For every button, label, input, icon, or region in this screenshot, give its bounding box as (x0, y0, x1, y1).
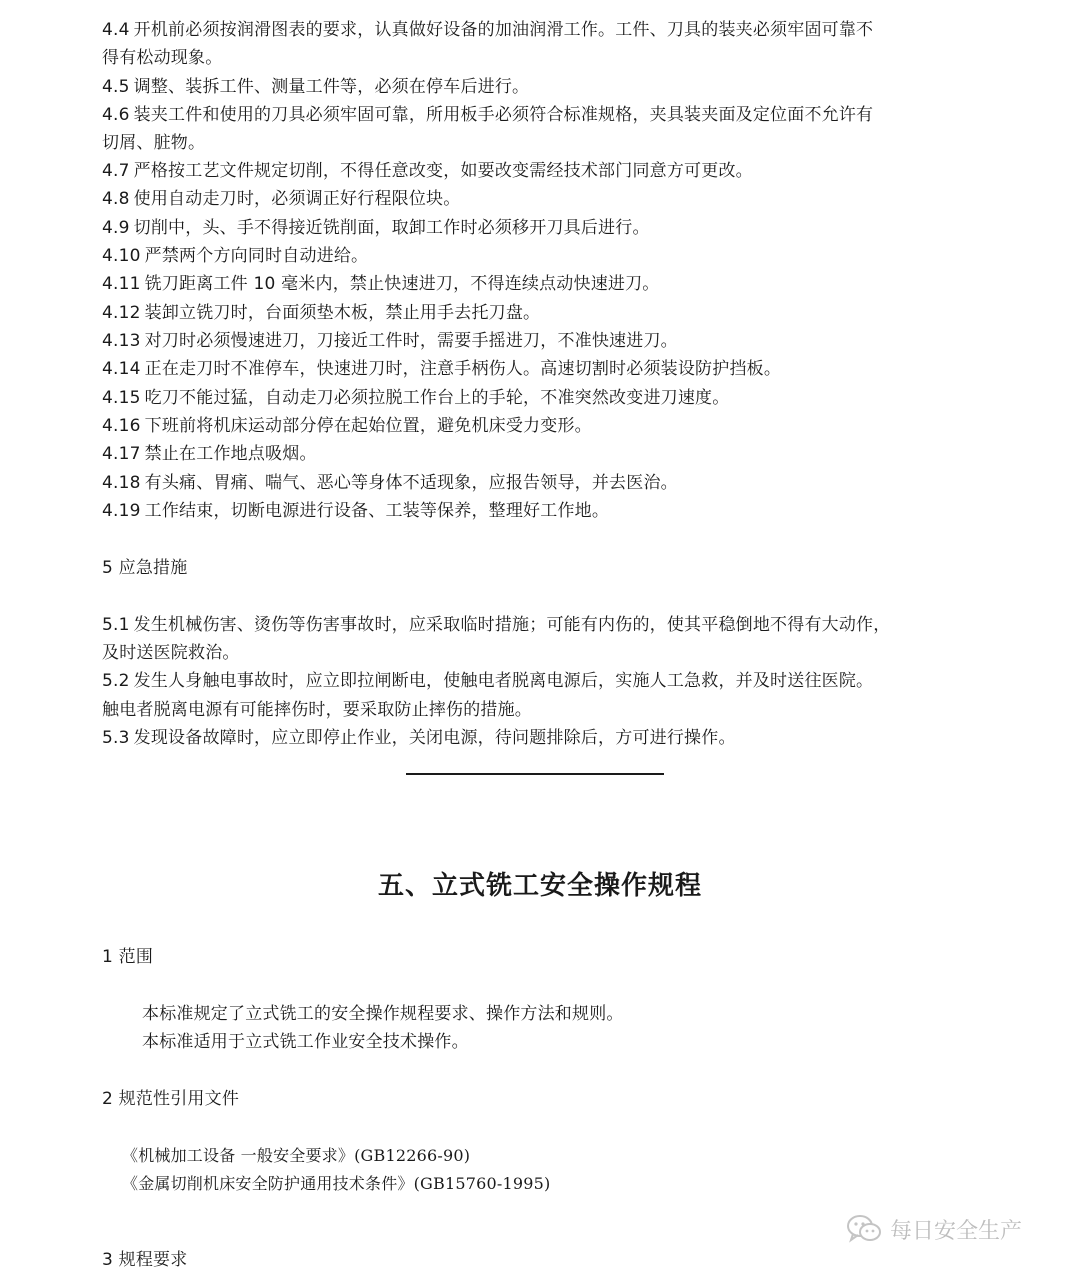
clause-5-1: 5.1 发生机械伤害、烫伤等伤害事故时，应采取临时措施；可能有内伤的，使其平稳倒地不得有大动作， (102, 615, 891, 635)
clause-4-6-cont: 切屑、脏物。 (102, 133, 206, 153)
wechat-icon (846, 1213, 882, 1245)
clause-5-1-cont: 及时送医院救治。 (102, 643, 240, 663)
document-title: 五、立式铣工安全操作规程 (377, 871, 702, 901)
wechat-watermark (846, 1209, 1022, 1249)
reference-item-1: 《机械加工设备 一般安全要求》(GB12266-90) (122, 1146, 471, 1165)
clause-4-19: 4.19 工作结束，切断电源进行设备、工装等保养，整理好工作地。 (102, 501, 610, 521)
watermark-text: 每日安全生产 (890, 1218, 1023, 1244)
scope-line-2: 本标准适用于立式铣工作业安全技术操作。 (142, 1032, 469, 1052)
clause-4-9: 4.9 切削中，头、手不得接近铣削面，取卸工作时必须移开刀具后进行。 (102, 218, 650, 238)
clause-4-12: 4.12 装卸立铣刀时，台面须垫木板，禁止用手去托刀盘。 (102, 303, 541, 323)
clause-4-7: 4.7 严格按工艺文件规定切削，不得任意改变，如要改变需经技术部门同意方可更改。 (102, 161, 753, 181)
reference-item-2: 《金属切削机床安全防护通用技术条件》(GB15760-1995) (122, 1174, 551, 1193)
section-heading-emergency: 5 应急措施 (102, 558, 188, 578)
clause-4-11: 4.11 铣刀距离工件 10 毫米内，禁止快速进刀，不得连续点动快速进刀。 (102, 274, 660, 294)
clause-5-3: 5.3 发现设备故障时，应立即停止作业，关闭电源，待问题排除后，方可进行操作。 (102, 728, 736, 748)
clause-5-2-cont: 触电者脱离电源有可能摔伤时，要采取防止摔伤的措施。 (102, 700, 532, 720)
section-heading-references: 2 规范性引用文件 (102, 1089, 240, 1109)
clause-4-8: 4.8 使用自动走刀时，必须调正好行程限位块。 (102, 189, 461, 209)
clause-4-10: 4.10 严禁两个方向同时自动进给。 (102, 246, 369, 266)
clause-4-5: 4.5 调整、装拆工件、测量工件等，必须在停车后进行。 (102, 77, 530, 97)
clause-4-16: 4.16 下班前将机床运动部分停在起始位置，避免机床受力变形。 (102, 416, 592, 436)
clause-4-13: 4.13 对刀时必须慢速进刀，刀接近工件时，需要手摇进刀，不准快速进刀。 (102, 331, 678, 351)
clause-4-4-cont: 得有松动现象。 (102, 48, 223, 68)
clause-4-18: 4.18 有头痛、胃痛、喘气、恶心等身体不适现象，应报告领导，并去医治。 (102, 473, 678, 493)
clause-4-4: 4.4 开机前必须按润滑图表的要求，认真做好设备的加油润滑工作。工件、刀具的装夹必须牢固可靠不 (102, 20, 874, 40)
clause-4-14: 4.14 正在走刀时不准停车，快速进刀时，注意手柄伤人。高速切割时必须装设防护挡板。 (102, 359, 782, 379)
section-heading-rules: 3 规程要求 (102, 1250, 188, 1270)
clause-4-6: 4.6 装夹工件和使用的刀具必须牢固可靠，所用板手必须符合标准规格，夹具装夹面及定位面不允许有 (102, 105, 874, 125)
clause-4-17: 4.17 禁止在工作地点吸烟。 (102, 444, 317, 464)
clause-4-15: 4.15 吃刀不能过猛，自动走刀必须拉脱工作台上的手轮，不准突然改变进刀速度。 (102, 388, 730, 408)
scope-line-1: 本标准规定了立式铣工的安全操作规程要求、操作方法和规则。 (142, 1004, 624, 1024)
section-heading-scope: 1 范围 (102, 947, 154, 967)
clause-5-2: 5.2 发生人身触电事故时，应立即拉闸断电，使触电者脱离电源后，实施人工急救，并及时送往医院。 (102, 671, 874, 691)
section-divider (406, 773, 664, 775)
